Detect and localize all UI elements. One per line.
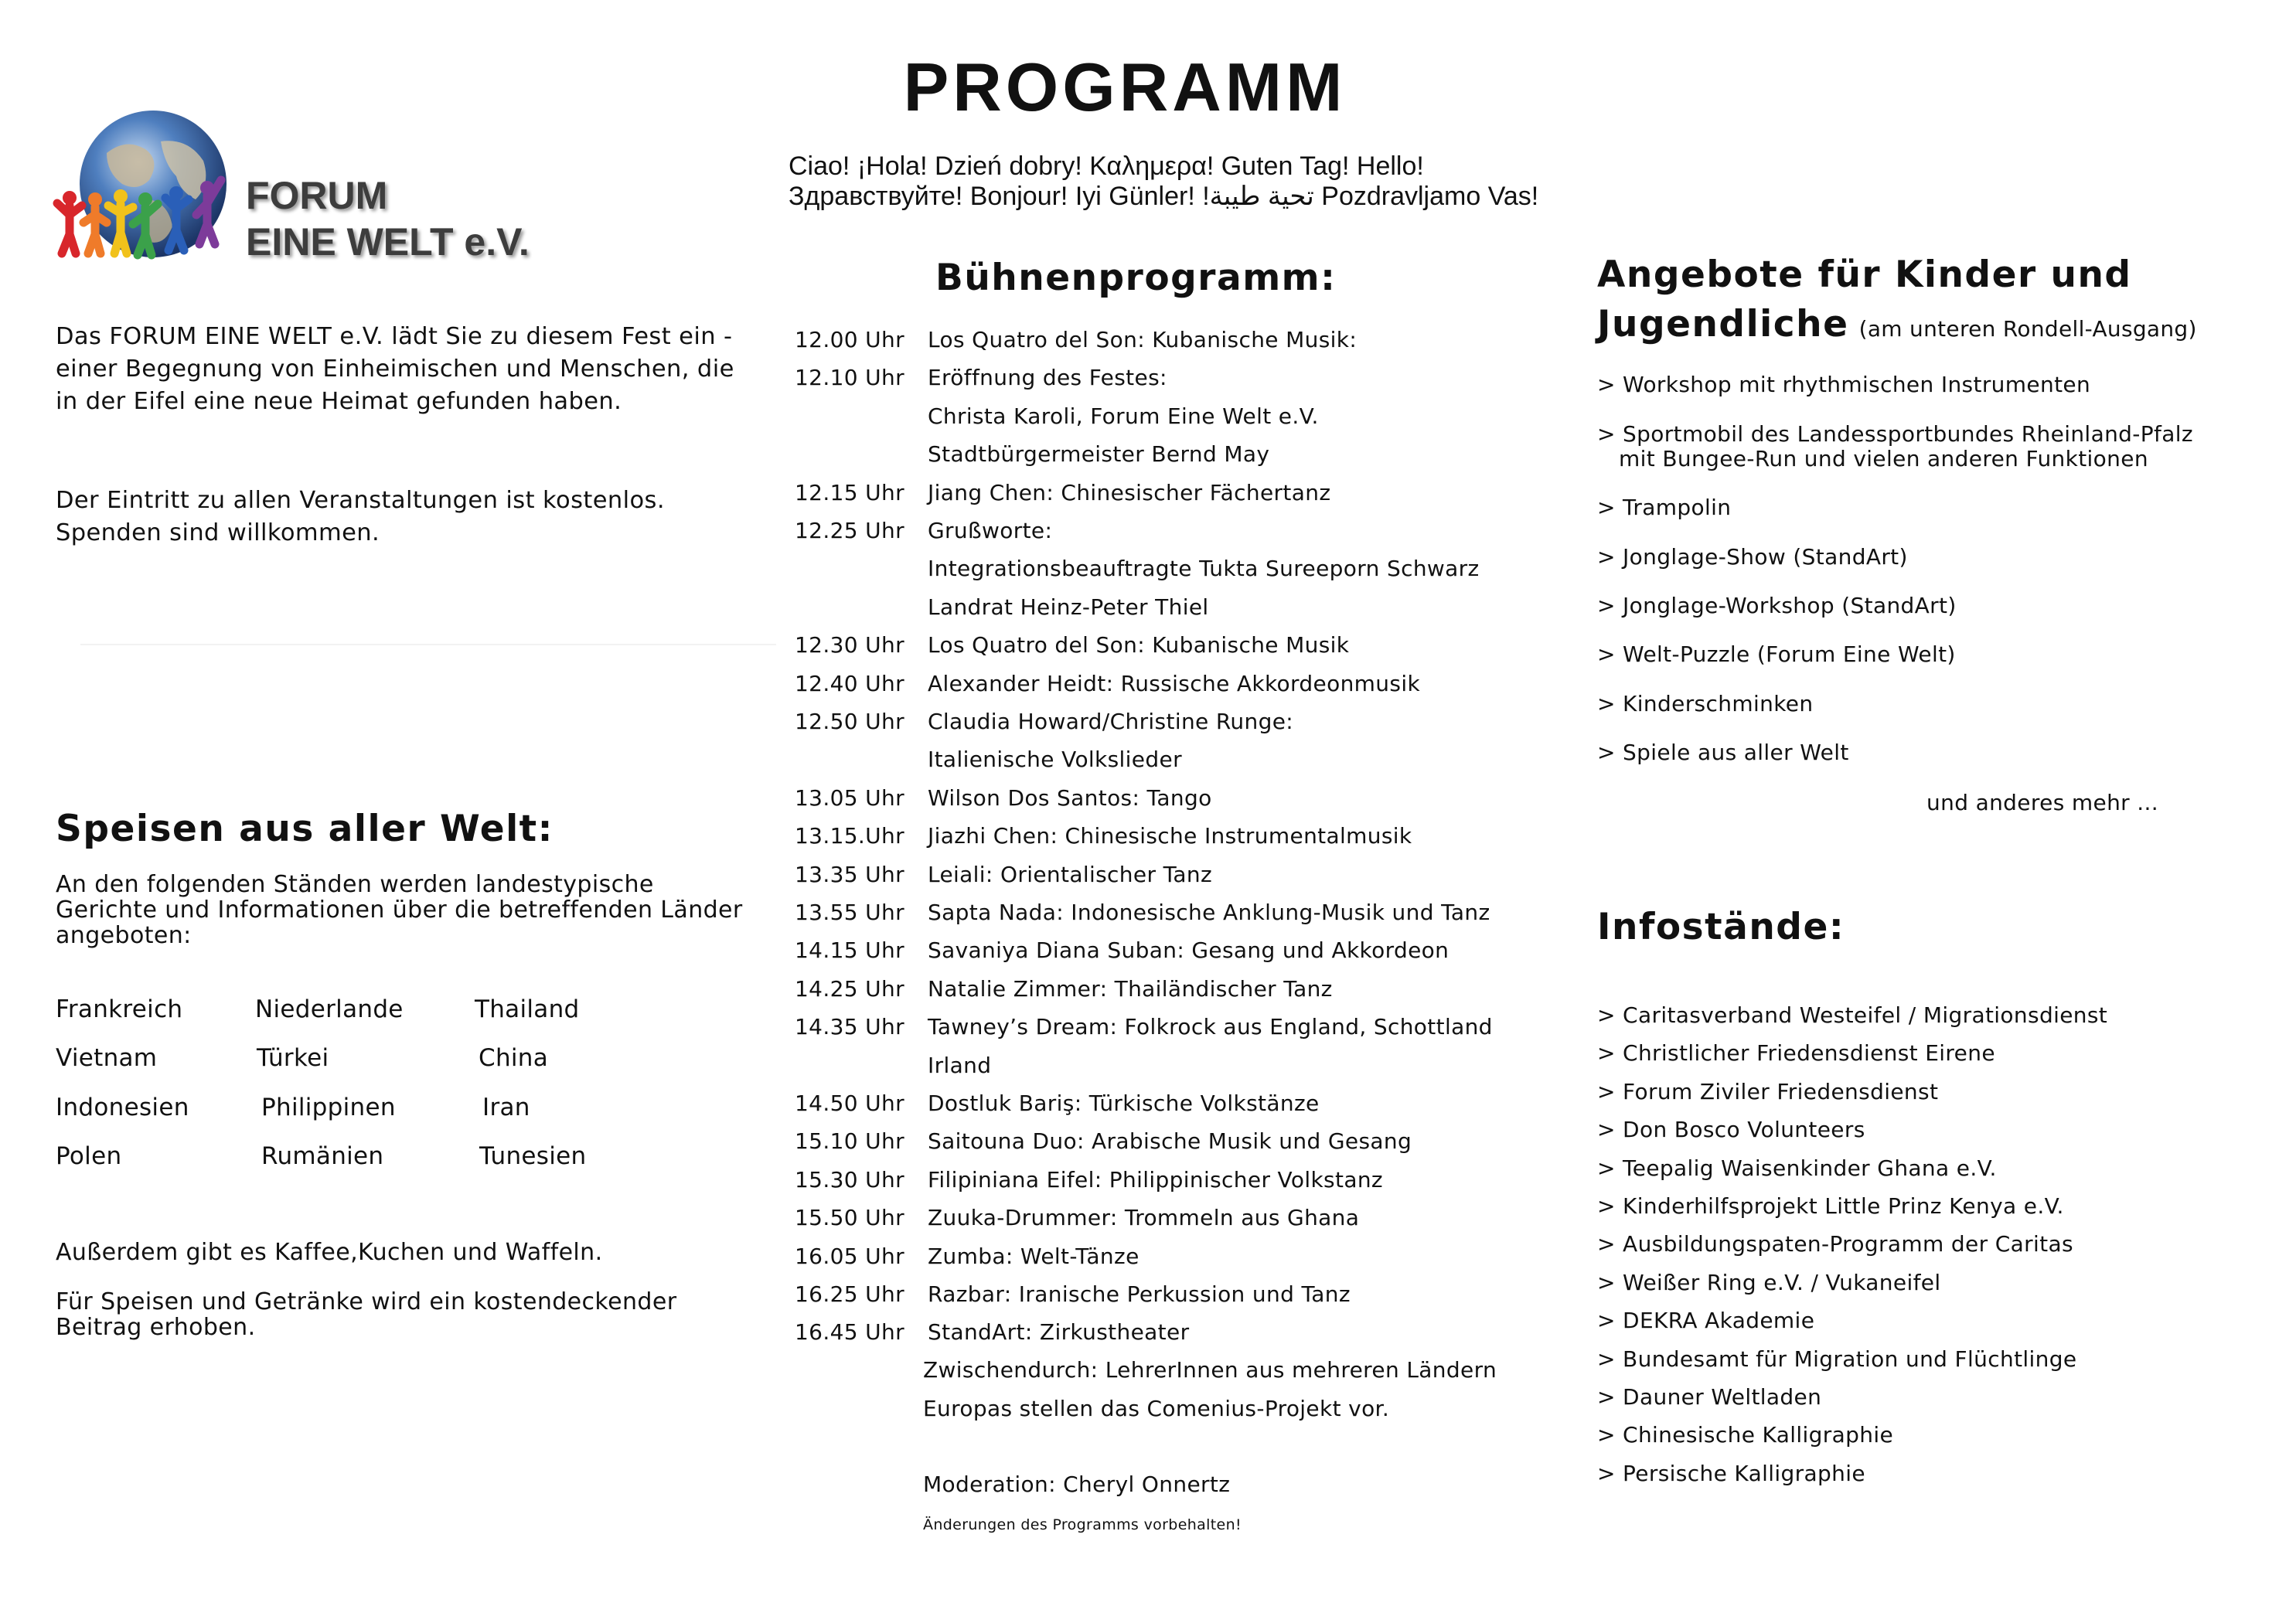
program-time: 12.10 Uhr bbox=[795, 365, 904, 391]
program-act: Los Quatro del Son: Kubanische Musik: bbox=[928, 327, 1358, 352]
info-item: > Chinesische Kalligraphie bbox=[1597, 1422, 1894, 1448]
country-item: Indonesien bbox=[56, 1094, 189, 1121]
program-act: Zumba: Welt-Tänze bbox=[928, 1243, 1139, 1269]
program-time: 12.30 Uhr bbox=[795, 632, 904, 658]
country-item: Niederlande bbox=[255, 995, 404, 1023]
program-act: Stadtbürgermeister Bernd May bbox=[928, 441, 1270, 468]
country-item: Philippinen bbox=[261, 1094, 396, 1121]
program-time: 16.05 Uhr bbox=[795, 1243, 904, 1269]
logo-line-1: FORUM bbox=[246, 174, 388, 217]
kids-item: > Trampolin bbox=[1597, 495, 1732, 520]
kids-heading-note: (am unteren Rondell-Ausgang) bbox=[1858, 316, 2197, 342]
country-item: Tunesien bbox=[479, 1142, 587, 1170]
program-act: Filipiniana Eifel: Philippinischer Volkstanz bbox=[928, 1166, 1383, 1193]
program-act: Los Quatro del Son: Kubanische Musik bbox=[928, 632, 1350, 658]
disclaimer: Änderungen des Programms vorbehalten! bbox=[923, 1516, 1242, 1533]
program-time: 12.00 Uhr bbox=[795, 327, 904, 352]
program-act: Irland bbox=[928, 1052, 992, 1078]
program-act: Zuuka-Drummer: Trommeln aus Ghana bbox=[928, 1205, 1360, 1231]
page-title: PROGRAMM bbox=[903, 49, 1347, 125]
program-act: Razbar: Iranische Perkussion und Tanz bbox=[928, 1281, 1351, 1307]
kids-item-2-line-2: mit Bungee-Run und vielen anderen Funktionen bbox=[1619, 446, 2148, 471]
program-time: 14.25 Uhr bbox=[795, 975, 904, 1002]
program-time: 15.10 Uhr bbox=[795, 1128, 904, 1155]
program-act: Dostluk Bariş: Türkische Volkstänze bbox=[928, 1091, 1320, 1116]
kids-heading-line-1: Angebote für Kinder und bbox=[1597, 253, 2132, 296]
food-heading: Speisen aus aller Welt: bbox=[56, 808, 554, 850]
program-act: Savaniya Diana Suban: Gesang und Akkordeon bbox=[928, 937, 1449, 964]
program-time: 13.55 Uhr bbox=[795, 900, 904, 925]
program-act: Jiang Chen: Chinesischer Fächertanz bbox=[928, 479, 1331, 505]
info-item: > Dauner Weltladen bbox=[1597, 1384, 1822, 1410]
program-act: Grußworte: bbox=[928, 518, 1053, 543]
program-act: Sapta Nada: Indonesische Anklung-Musik und Tanz bbox=[928, 900, 1490, 925]
program-act: StandArt: Zirkustheater bbox=[928, 1319, 1190, 1346]
between-note-1: Zwischendurch: LehrerInnen aus mehreren Ländern bbox=[923, 1357, 1497, 1383]
country-item: Türkei bbox=[257, 1044, 329, 1072]
program-time: 15.50 Uhr bbox=[795, 1205, 904, 1231]
program-act: Landrat Heinz-Peter Thiel bbox=[928, 594, 1209, 620]
program-act: Eröffnung des Festes: bbox=[928, 365, 1167, 391]
kids-item: > Jonglage-Show (StandArt) bbox=[1597, 544, 1908, 570]
program-time: 13.15.Uhr bbox=[795, 823, 904, 849]
country-item: Iran bbox=[482, 1094, 530, 1121]
program-time: 13.35 Uhr bbox=[795, 861, 904, 887]
kids-heading-line-2-wrap bbox=[1597, 303, 2197, 345]
program-time: 14.15 Uhr bbox=[795, 937, 904, 964]
program-time: 12.40 Uhr bbox=[795, 670, 904, 696]
info-item: > Caritasverband Westeifel / Migrationsdienst bbox=[1597, 1002, 2108, 1028]
program-act: Wilson Dos Santos: Tango bbox=[928, 784, 1212, 811]
country-item: China bbox=[479, 1044, 549, 1072]
program-act: Alexander Heidt: Russische Akkordeonmusik bbox=[928, 670, 1421, 696]
kids-item: > Jonglage-Workshop (StandArt) bbox=[1597, 593, 1957, 618]
globe-people-icon bbox=[53, 107, 238, 284]
country-item: Vietnam bbox=[56, 1044, 158, 1072]
intro-paragraph-2: Der Eintritt zu allen Veranstaltungen ist kostenlos. Spenden sind willkommen. bbox=[56, 487, 665, 546]
forum-eine-welt-logo bbox=[53, 107, 563, 284]
program-time: 16.45 Uhr bbox=[795, 1319, 904, 1346]
stage-heading: Bühnenprogramm: bbox=[935, 257, 1337, 299]
kids-heading-line-2: Jugendliche bbox=[1597, 303, 1849, 345]
country-item: Frankreich bbox=[56, 995, 183, 1023]
info-item: > Kinderhilfsprojekt Little Prinz Kenya e.V. bbox=[1597, 1193, 2064, 1219]
program-time: 12.15 Uhr bbox=[795, 479, 904, 505]
divider bbox=[80, 644, 776, 645]
program-act: Claudia Howard/Christine Runge: bbox=[928, 709, 1294, 734]
food-note-payment: Für Speisen und Getränke wird ein kostendeckender Beitrag erhoben. bbox=[56, 1288, 677, 1341]
info-item: > Don Bosco Volunteers bbox=[1597, 1117, 1865, 1143]
country-item: Thailand bbox=[475, 995, 580, 1023]
program-act: Tawney’s Dream: Folkrock aus England, Schottland bbox=[928, 1014, 1493, 1040]
program-act: Italienische Volkslieder bbox=[928, 747, 1182, 773]
info-item: > Ausbildungspaten-Programm der Caritas bbox=[1597, 1231, 2073, 1257]
kids-item: > Sportmobil des Landessportbundes Rheinland-Pfalz bbox=[1597, 421, 2193, 447]
info-item: > Christlicher Friedensdienst Eirene bbox=[1597, 1040, 1995, 1067]
info-item: > Weißer Ring e.V. / Vukaneifel bbox=[1597, 1269, 1941, 1295]
between-note-2: Europas stellen das Comenius-Projekt vor. bbox=[923, 1396, 1390, 1421]
kids-item: > Welt-Puzzle (Forum Eine Welt) bbox=[1597, 641, 1956, 667]
program-act: Saitouna Duo: Arabische Musik und Gesang bbox=[928, 1128, 1412, 1155]
food-note-coffee: Außerdem gibt es Kaffee,Kuchen und Waffeln. bbox=[56, 1239, 603, 1266]
program-act: Christa Karoli, Forum Eine Welt e.V. bbox=[928, 403, 1319, 429]
program-time: 14.35 Uhr bbox=[795, 1014, 904, 1040]
program-time: 12.50 Uhr bbox=[795, 709, 904, 734]
info-item: > Bundesamt für Migration und Flüchtlinge bbox=[1597, 1346, 2077, 1372]
info-item: > Teepalig Waisenkinder Ghana e.V. bbox=[1597, 1155, 1997, 1181]
program-time: 14.50 Uhr bbox=[795, 1091, 904, 1116]
program-time: 12.25 Uhr bbox=[795, 518, 904, 543]
kids-item: > Spiele aus aller Welt bbox=[1597, 740, 1849, 765]
country-item: Polen bbox=[56, 1142, 122, 1170]
info-item: > Persische Kalligraphie bbox=[1597, 1460, 1865, 1486]
info-item: > Forum Ziviler Friedensdienst bbox=[1597, 1078, 1939, 1104]
greeting-line-2: Здравствуйте! Bonjour! Iyi Günler! !تحية طيبة Pozdravljamo Vas! bbox=[789, 182, 1539, 211]
moderation: Moderation: Cheryl Onnertz bbox=[923, 1472, 1231, 1497]
info-heading: Infostände: bbox=[1597, 906, 1845, 948]
greeting-line-1: Ciao! ¡Hola! Dzień dobry! Καλημερα! Guten Tag! Hello! bbox=[789, 151, 1424, 181]
logo-line-2: EINE WELT e.V. bbox=[246, 220, 530, 264]
kids-more: und anderes mehr ... bbox=[1926, 790, 2159, 815]
program-act: Integrationsbeauftragte Tukta Sureeporn Schwarz bbox=[928, 556, 1480, 582]
food-intro: An den folgenden Ständen werden landestypische Gerichte und Informationen über die betreffenden Länder angeboten: bbox=[56, 871, 743, 949]
intro-paragraph-1: Das FORUM EINE WELT e.V. lädt Sie zu diesem Fest ein - einer Begegnung von Einheimischen und Menschen, die in der Eifel eine neue Heimat gefunden haben. bbox=[56, 323, 734, 415]
program-time: 15.30 Uhr bbox=[795, 1166, 904, 1193]
program-time: 16.25 Uhr bbox=[795, 1281, 904, 1307]
program-act: Leiali: Orientalischer Tanz bbox=[928, 861, 1213, 887]
country-item: Rumänien bbox=[261, 1142, 384, 1170]
info-item: > DEKRA Akademie bbox=[1597, 1308, 1815, 1334]
program-act: Natalie Zimmer: Thailändischer Tanz bbox=[928, 975, 1333, 1002]
program-time: 13.05 Uhr bbox=[795, 784, 904, 811]
kids-item: > Workshop mit rhythmischen Instrumenten bbox=[1597, 372, 2091, 397]
kids-item: > Kinderschminken bbox=[1597, 691, 1814, 716]
program-act: Jiazhi Chen: Chinesische Instrumentalmusik bbox=[928, 823, 1412, 849]
